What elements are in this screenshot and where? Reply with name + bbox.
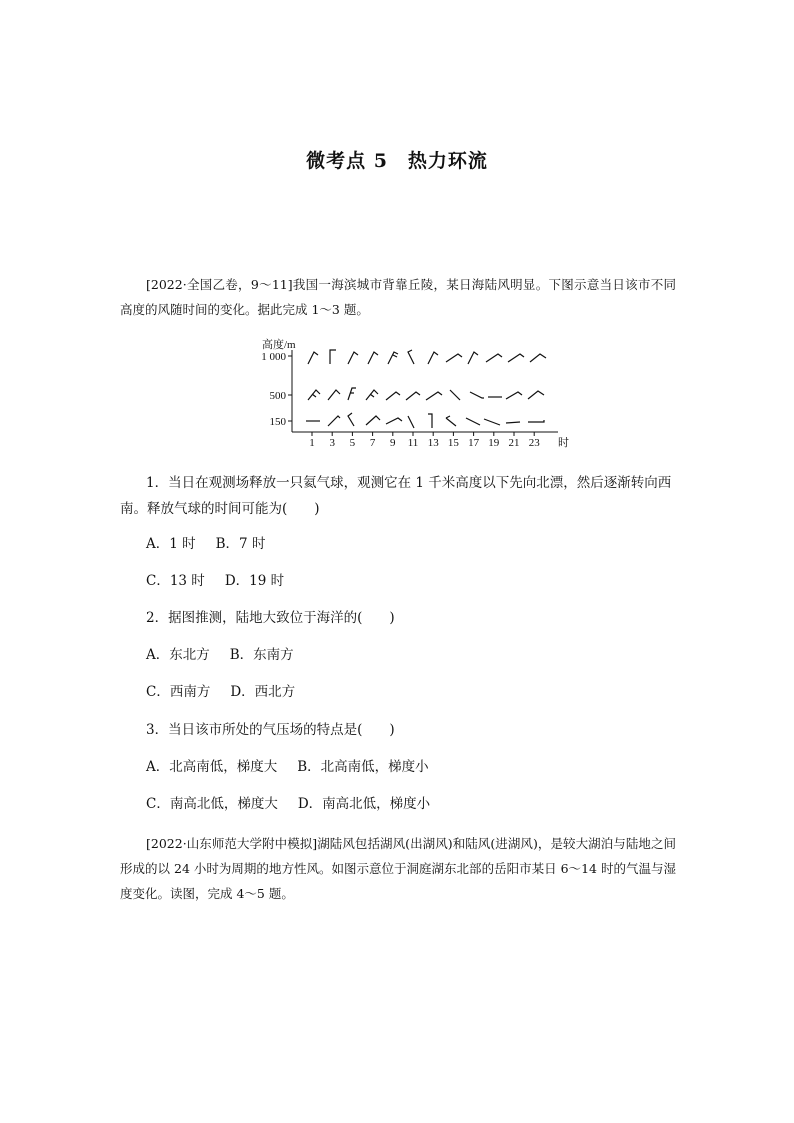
q2-option-a[interactable]: A．东北方 bbox=[146, 647, 210, 663]
x-tick-label-3: 3 bbox=[329, 437, 335, 449]
x-tick-label-5: 5 bbox=[349, 437, 356, 449]
intro-paragraph-2: [2022·山东师范大学附中模拟]湖陆风包括湖风(出湖风)和陆风(进湖风)，是较大湖泊与陆地之间形成的以 24 小时为周期的地方性风。如图示意位于洞庭湖东北部的岳阳市某日 6～14 时的气温与湿度变化。读图，完成 4～5 题。 bbox=[120, 836, 676, 901]
barb-1000-13 bbox=[428, 352, 438, 364]
barb-500-15 bbox=[450, 390, 460, 400]
question-1-stem: 1．当日在观测场释放一只氦气球，观测它在 1 千米高度以下先向北漂，然后逐渐转向西南。释放气球的时间可能为( ) bbox=[120, 475, 672, 517]
barb-1000-5 bbox=[348, 352, 358, 364]
barb-150-21 bbox=[506, 422, 520, 423]
barb-150-9 bbox=[386, 418, 402, 424]
barb-500-3 bbox=[328, 390, 340, 400]
barb-1000-3 bbox=[330, 350, 336, 364]
barb-150-7 bbox=[366, 416, 380, 425]
barb-1000-15 bbox=[446, 354, 462, 362]
barb-1000-7 bbox=[368, 352, 378, 364]
q1-option-a[interactable]: A．1 时 bbox=[146, 536, 196, 552]
chart-ylabel: 高度/m bbox=[262, 339, 296, 351]
x-tick-label-1: 1 bbox=[309, 437, 315, 449]
barb-1000-21 bbox=[508, 354, 524, 362]
q1-option-b[interactable]: B．7 时 bbox=[215, 536, 266, 552]
x-tick-label-23: 23 bbox=[528, 437, 540, 449]
barb-150-11 bbox=[408, 416, 414, 428]
barb-500-7 bbox=[366, 390, 378, 400]
question-3-options-row-1 bbox=[146, 757, 429, 777]
barb-1000-17 bbox=[468, 352, 478, 364]
barb-500-23 bbox=[528, 391, 544, 399]
y-tick-label-150: 150 bbox=[269, 416, 286, 428]
question-2-stem: 2．据图推测，陆地大致位于海洋的( ) bbox=[146, 610, 395, 626]
barb-1000-1 bbox=[308, 352, 318, 364]
x-tick-label-15: 15 bbox=[447, 437, 459, 449]
q1-option-d[interactable]: D．19 时 bbox=[224, 573, 285, 589]
x-tick-label-11: 11 bbox=[407, 437, 419, 449]
barb-500-13 bbox=[426, 392, 442, 400]
x-tick-label-7: 7 bbox=[369, 437, 376, 449]
barbs-150m bbox=[306, 413, 544, 428]
question-2-options-row-1 bbox=[146, 645, 294, 665]
page-title: 微考点 5 热力环流 bbox=[306, 150, 488, 172]
barb-1000-11 bbox=[408, 350, 414, 364]
barb-1000-19 bbox=[486, 354, 502, 362]
q2-option-b[interactable]: B．东南方 bbox=[229, 647, 294, 663]
x-tick-label-9: 9 bbox=[390, 437, 396, 449]
barb-500-17 bbox=[470, 392, 484, 398]
barb-500-21 bbox=[506, 392, 522, 399]
x-tick-label-21: 21 bbox=[508, 437, 520, 449]
q2-option-c[interactable]: C．西南方 bbox=[146, 684, 211, 700]
x-tick-label-17: 17 bbox=[468, 437, 480, 449]
x-unit-label: 时 bbox=[558, 437, 569, 449]
y-tick-label-1000: 1 000 bbox=[261, 351, 286, 363]
barbs-1000m bbox=[308, 350, 546, 364]
intro-paragraph-1: [2022·全国乙卷，9～11]我国一海滨城市背靠丘陵，某日海陆风明显。下图示意当日该市不同高度的风随时间的变化。据此完成 1～3 题。 bbox=[120, 277, 676, 317]
barb-150-5 bbox=[348, 413, 354, 426]
barb-500-5 bbox=[348, 388, 356, 400]
barb-500-11 bbox=[406, 392, 420, 400]
q3-option-b[interactable]: B．北高南低，梯度小 bbox=[297, 759, 429, 775]
q2-option-d[interactable]: D．西北方 bbox=[230, 684, 296, 700]
x-tick-label-13: 13 bbox=[427, 437, 439, 449]
barb-150-3 bbox=[328, 416, 340, 426]
barb-150-23 bbox=[528, 420, 544, 422]
question-3-options-row-2 bbox=[146, 794, 430, 814]
barb-150-19 bbox=[484, 419, 500, 425]
barb-150-15 bbox=[446, 416, 456, 426]
q3-option-d[interactable]: D．南高北低，梯度小 bbox=[297, 796, 431, 812]
question-1-options-row-1 bbox=[146, 534, 265, 554]
barb-1000-9 bbox=[388, 352, 398, 364]
question-2-options-row-2 bbox=[146, 682, 295, 702]
barb-1000-23 bbox=[530, 354, 546, 362]
q1-option-c[interactable]: C．13 时 bbox=[146, 573, 205, 589]
y-tick-label-500: 500 bbox=[269, 390, 286, 402]
question-1-options-row-2 bbox=[146, 571, 284, 591]
q3-option-a[interactable]: A．北高南低，梯度大 bbox=[146, 759, 278, 775]
x-tick-label-19: 19 bbox=[488, 437, 500, 449]
question-3-stem: 3．当日该市所处的气压场的特点是( ) bbox=[146, 722, 395, 738]
barb-500-1 bbox=[308, 390, 320, 400]
wind-chart bbox=[250, 336, 570, 452]
barbs-500m bbox=[308, 388, 544, 400]
q3-option-c[interactable]: C．南高北低，梯度大 bbox=[146, 796, 278, 812]
barb-500-9 bbox=[386, 392, 400, 400]
barb-150-17 bbox=[466, 418, 480, 425]
barb-150-13 bbox=[428, 414, 432, 428]
